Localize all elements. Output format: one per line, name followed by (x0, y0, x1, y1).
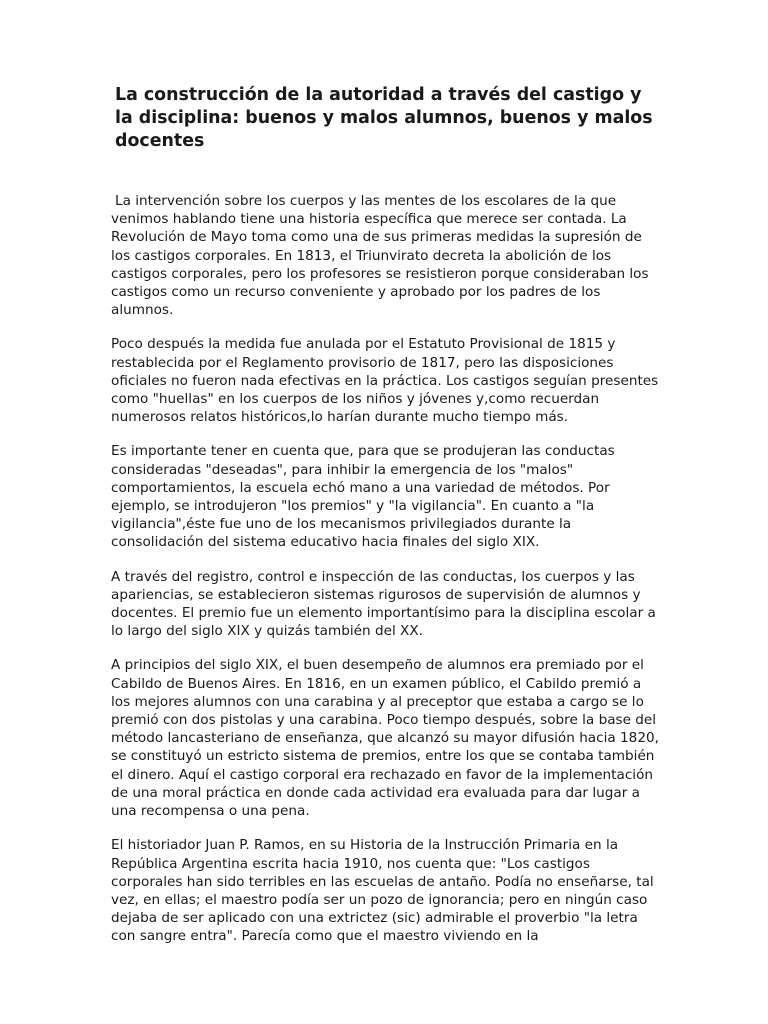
title-block (111, 84, 663, 153)
paragraph-6: El historiador Juan P. Ramos, en su Historia de la Instrucción Primaria en la República Argentina escrita hacia 1910, nos cuenta que: "Los castigos corporales han sido terribles en las escuelas de antaño. Podía no enseñarse, tal vez, en ellas; el maestro podía ser un pozo de ignorancia; pero en ningún caso dejaba de ser aplicado con una extrictez (sic) admirable el proverbio "la letra con sangre entra". Parecía como que el maestro viviendo en la (111, 837, 654, 945)
paragraph-2: Poco después la medida fue anulada por el Estatuto Provisional de 1815 y restablecida por el Reglamento provisorio de 1817, pero las disposiciones oficiales no fueron nada efectivas en la práctica. Los castigos seguían presentes como "huellas" en los cuerpos de los niños y jóvenes y,como recuerdan numerosos relatos históricos,lo harían durante mucho tiempo más. (111, 336, 659, 426)
paragraph-1: La intervención sobre los cuerpos y las mentes de los escolares de la que venimos hablando tiene una historia específica que merece ser contada. La Revolución de Mayo toma como una de sus primeras medidas la supresión de los castigos corporales. En 1813, el Triunvirato decreta la abolición de los castigos corporales, pero los profesores se resistieron porque consideraban los castigos como un recurso conveniente y aprobado por los padres de los alumnos. (111, 193, 649, 319)
document-title: La construcción de la autoridad a través del castigo y la disciplina: buenos y malos alumnos, buenos y malos docentes (115, 85, 653, 151)
paragraph-3: Es importante tener en cuenta que, para que se produjeran las conductas consideradas "deseadas", para inhibir la emergencia de los "malos" comportamientos, la escuela echó mano a una variedad de métodos. Por ejemplo, se introdujeron "los premios" y "la vigilancia". En cuanto a "la vigilancia",éste fue uno de los mecanismos privilegiados durante la consolidación del sistema educativo hacia finales del siglo XIX. (111, 443, 615, 551)
document-body (111, 192, 663, 946)
paragraph-5: A principios del siglo XIX, el buen desempeño de alumnos era premiado por el Cabildo de Buenos Aires. En 1816, en un examen público, el Cabildo premió a los mejores alumnos con una carabina y al preceptor que estaba a cargo se lo premió con dos pistolas y una carabina. Poco tiempo después, sobre la base del método lancasteriano de enseñanza, que alcanzó su mayor difusión hacia 1820, se constituyó un estricto sistema de premios, entre los que se contaba también el dinero. Aquí el castigo corporal era rechazado en favor de la implementación de una moral práctica en donde cada actividad era evaluada para dar lugar a una recompensa o una pena. (111, 657, 659, 820)
paragraph-4: A través del registro, control e inspección de las conductas, los cuerpos y las apariencias, se establecieron sistemas rigurosos de supervisión de alumnos y docentes. El premio fue un elemento importantísimo para la disciplina escolar a lo largo del siglo XIX y quizás también del XX. (111, 568, 656, 640)
document-page (111, 84, 663, 962)
